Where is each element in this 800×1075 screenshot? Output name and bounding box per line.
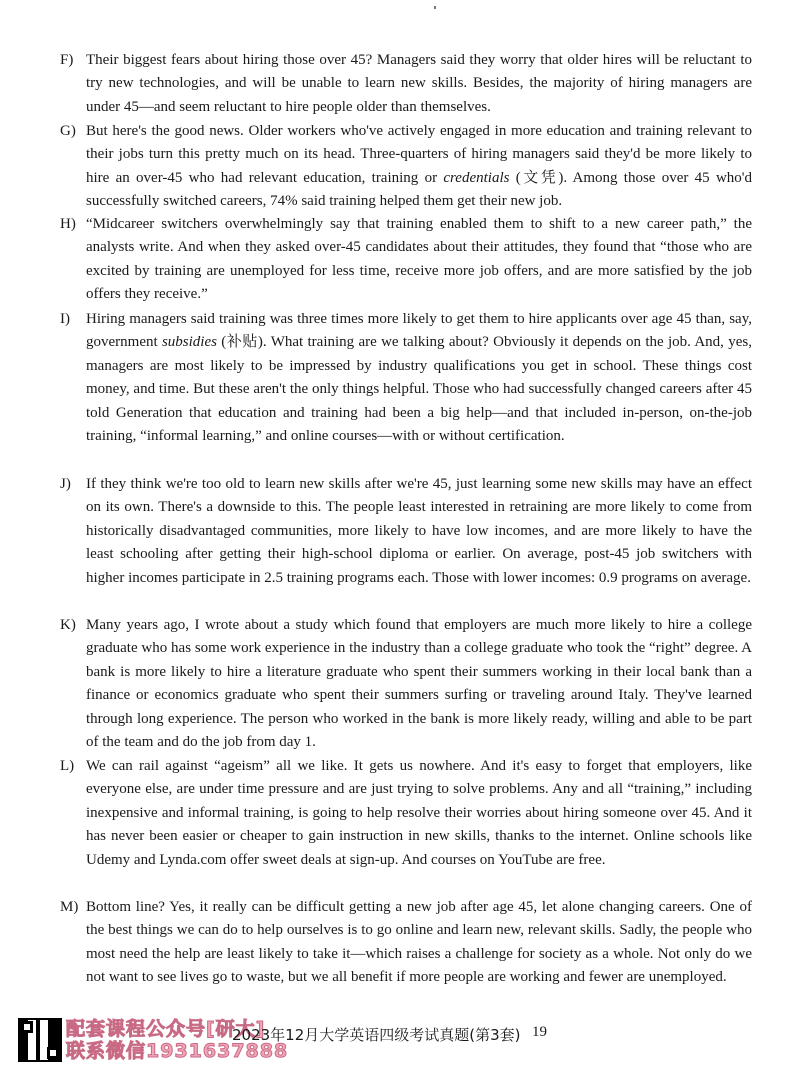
text-segment: (文凭). Among those over 45 who'd successfully switched careers, 74% said training helped them get their new job. (86, 169, 752, 210)
paragraph-text (86, 308, 752, 448)
paragraph-letter: J) (60, 476, 71, 492)
text-segment: But here's the good news. Older workers who've actively engaged in more education and training relevant to their jobs turn this pretty much on its head. Three-quarters of hiring managers said they'd be more likely to hire an over-45 who had relevant education, training or (86, 123, 752, 186)
paragraph-text: If they think we're too old to learn new skills after we're 45, just learning some new skills may have an effect on its own. There's a downside to this. The people least interested in retraining are more likely to come from historically disadvantaged communities, more likely to have low incomes, and are more likely to have the least schooling after getting their high-school diploma or earlier. On average, post-45 job switchers with higher incomes participate in 2.5 training programs each. Those with lower incomes: 0.9 programs on average. (86, 476, 752, 586)
page-number: 19 (532, 1024, 547, 1040)
paragraph-g (60, 120, 752, 214)
paragraph-letter: K) (60, 617, 76, 633)
paragraph-h (60, 213, 752, 307)
italic-term: credentials (443, 169, 510, 186)
paragraph-k (60, 614, 752, 754)
scan-mark (434, 6, 436, 9)
paragraph-m (60, 896, 752, 990)
italic-term: subsidies (161, 334, 217, 351)
paragraph-text (86, 120, 752, 214)
text-segment: (补贴). What training are we talking about? Obviously it depends on the job. And, yes, managers are most likely to be impressed by industry qualifications you get in school. These things cost money, and time. But these aren't the only things helpful. Those who had successfully changed careers after 45 told Generation that education and training had been a big help—and that included in-person, on-the-job training, “informal learning,” and online courses—with or without certification. (86, 334, 752, 445)
paragraph-letter: I) (60, 311, 70, 327)
paragraph-letter: M) (60, 899, 79, 915)
promo-line: 配套课程公众号[研大] (66, 1018, 266, 1040)
footer-title: 2023年12月大学英语四级考试真题(第3套) (232, 1026, 521, 1044)
paragraph-text: “Midcareer switchers overwhelmingly say that training enabled them to shift to a new career path,” the analysts write. And when they asked over-45 candidates about their attitudes, they found that “those who are excited by training are unemployed for less time, receive more job offers, and are more satisfied by the job offers they receive.” (86, 216, 752, 303)
paragraph-letter: G) (60, 123, 76, 139)
paragraph-f (60, 49, 752, 119)
paragraph-text: We can rail against “ageism” all we like. It gets us nowhere. And it's easy to forget that employers, like everyone else, are under time pressure and are just trying to solve problems. Any and all “training,” including inexpensive and informal training, is going to help resolve their worries about hiring someone over 45. And it has never been easier or cheaper to gain instruction in new skills, thanks to the internet. Online schools like Udemy and Lynda.com offer sweet deals at sign-up. And courses on YouTube are free. (86, 758, 752, 868)
qr-code-icon (18, 1018, 62, 1062)
paragraph-text: Many years ago, I wrote about a study which found that employers are much more likely to hire a college graduate who has some work experience in the industry than a college graduate who took the “right” degree. A bank is more likely to hire a literature graduate who spent their summers working in their local bank than a finance or economics graduate who spent their summers surfing or traveling around Italy. They've learned through long experience. The person who worked in the bank is more likely ready, willing and able to be part of the team and do the job from day 1. (86, 617, 752, 751)
paragraph-j (60, 473, 752, 590)
paragraph-l (60, 755, 752, 872)
text-segment: Hiring managers said training was three times more likely to get them to hire applicants over age 45 than, say, government (86, 311, 752, 351)
paragraph-i (60, 308, 752, 448)
paragraph-text: Bottom line? Yes, it really can be difficult getting a new job after age 45, let alone changing careers. One of the best things we can do to help ourselves is to go online and learn new, relevant skills. Sadly, the people who most need the help are least likely to take it—which raises a challenge for society as a whole. Not only do we not want to see lives go to waste, but we all benefit if more people are working and fewer are unemployed. (86, 899, 752, 986)
paragraph-text: Their biggest fears about hiring those over 45? Managers said they worry that older hires will be reluctant to try new technologies, and will be unable to learn new skills. Besides, the majority of hiring managers are under 45—and seem reluctant to hire people older than themselves. (86, 52, 752, 115)
paragraph-letter: H) (60, 216, 76, 232)
promo-line: 联系微信1931637888 (66, 1040, 289, 1062)
paragraph-letter: F) (60, 52, 74, 68)
paragraph-letter: L) (60, 758, 75, 774)
